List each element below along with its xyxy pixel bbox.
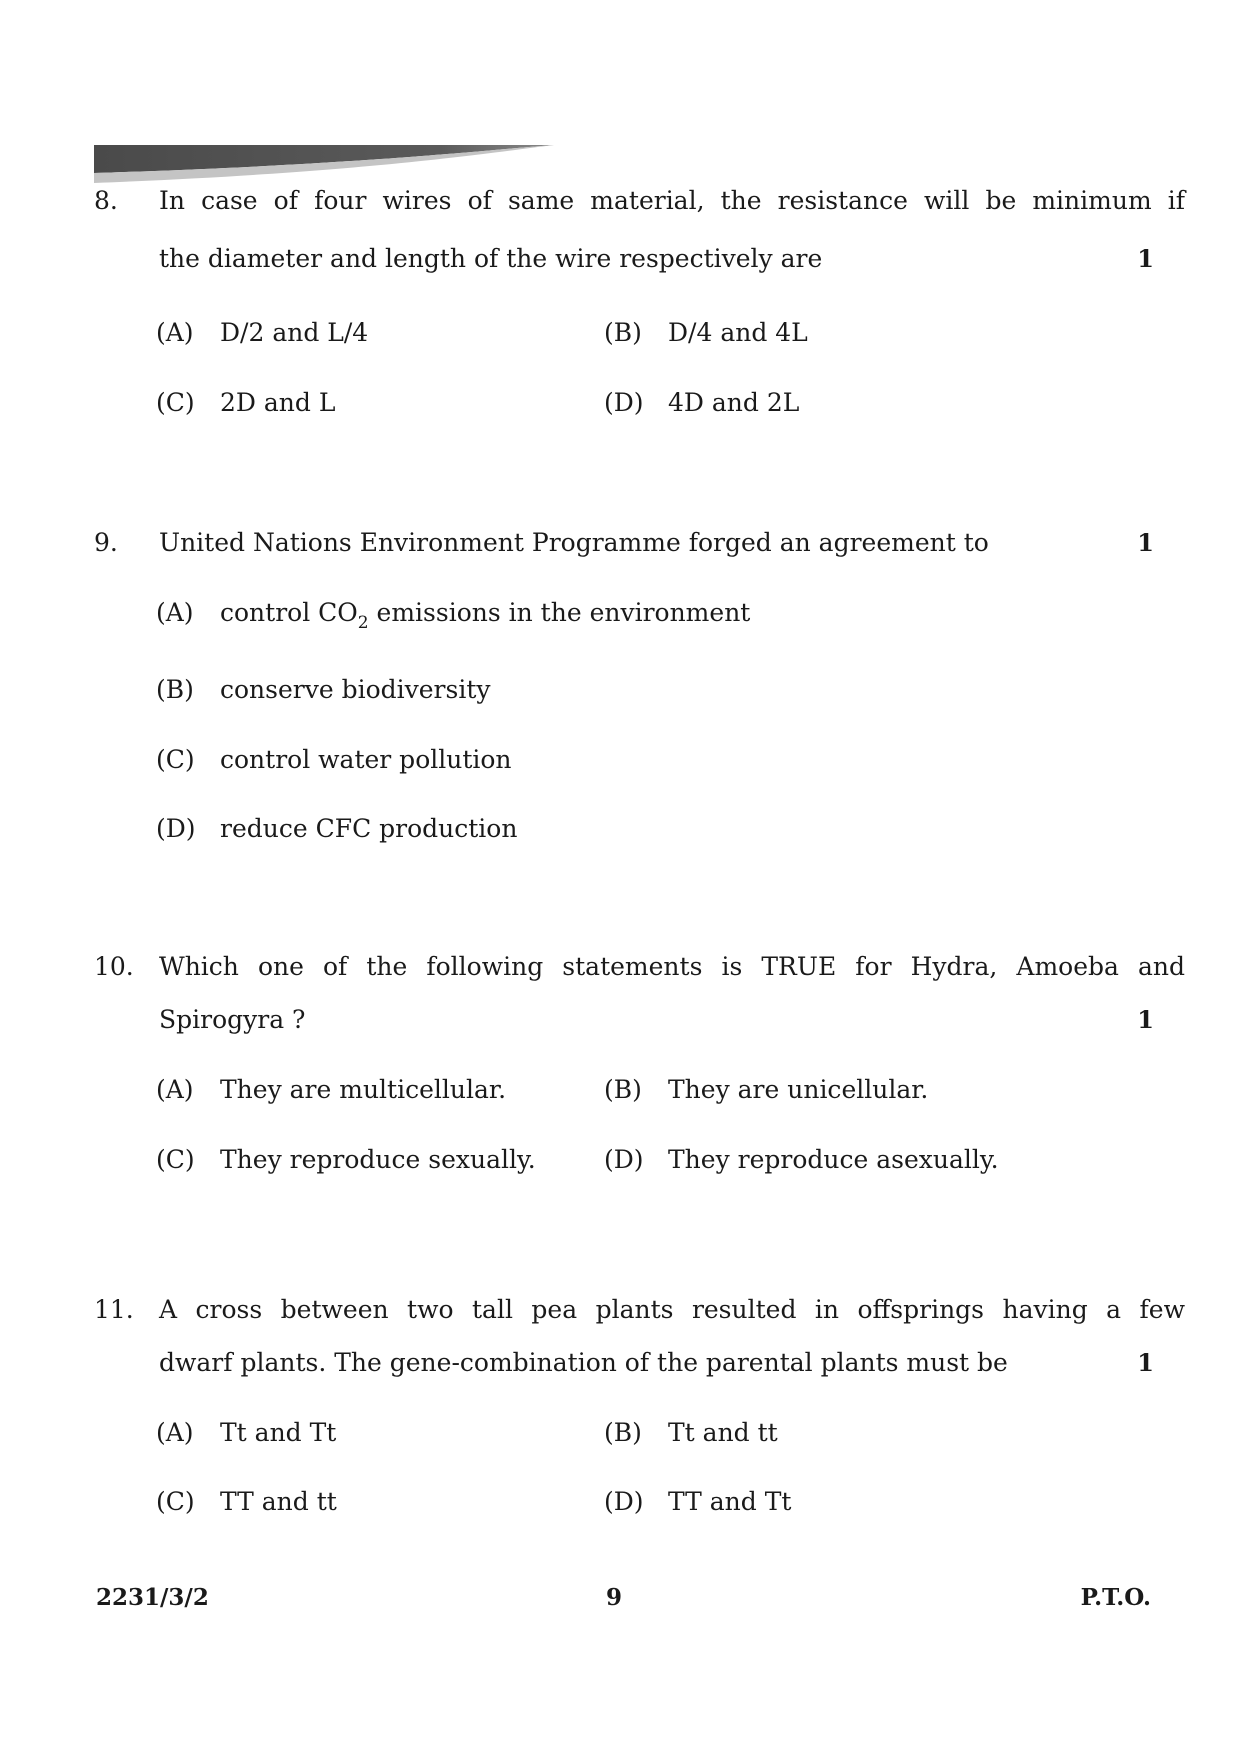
marks-value: 1 bbox=[1137, 1005, 1154, 1034]
question-number: 8. bbox=[94, 186, 118, 215]
paper-code: 2231/3/2 bbox=[96, 1584, 209, 1611]
option-label: (D) bbox=[604, 1487, 644, 1516]
option-text: emissions in the environment bbox=[368, 598, 751, 627]
question-text-line: A cross between two tall pea plants resulted in offsprings having a few bbox=[159, 1295, 1185, 1324]
option-text: They reproduce asexually. bbox=[668, 1145, 999, 1174]
option-label: (C) bbox=[156, 1145, 195, 1174]
option-label: (B) bbox=[604, 318, 642, 347]
option-b bbox=[604, 1420, 778, 1445]
marks-value: 1 bbox=[1137, 1348, 1154, 1377]
question-text-line: dwarf plants. The gene-combination of the parental plants must be bbox=[159, 1348, 1008, 1377]
option-label: (C) bbox=[156, 1487, 195, 1516]
option-text: TT and tt bbox=[220, 1487, 337, 1516]
option-label: (D) bbox=[604, 1145, 644, 1174]
option-label: (A) bbox=[156, 598, 194, 627]
option-d bbox=[604, 1489, 791, 1514]
option-text: control CO bbox=[220, 598, 358, 627]
pto-label: P.T.O. bbox=[1080, 1584, 1151, 1611]
question-text-line: the diameter and length of the wire respectively are bbox=[159, 244, 823, 273]
option-c bbox=[156, 1489, 337, 1514]
option-label: (A) bbox=[156, 318, 194, 347]
option-text: Tt and tt bbox=[668, 1418, 778, 1447]
option-c bbox=[156, 747, 512, 772]
question-text-line: United Nations Environment Programme forged an agreement to bbox=[159, 528, 989, 557]
option-label: (A) bbox=[156, 1418, 194, 1447]
option-text: D/2 and L/4 bbox=[220, 318, 369, 347]
option-label: (D) bbox=[604, 388, 644, 417]
option-label: (B) bbox=[156, 675, 194, 704]
option-d bbox=[604, 1147, 999, 1172]
option-text: Tt and Tt bbox=[220, 1418, 337, 1447]
option-c bbox=[156, 1147, 536, 1172]
option-c bbox=[156, 390, 335, 415]
option-label: (C) bbox=[156, 388, 195, 417]
option-label: (A) bbox=[156, 1075, 194, 1104]
option-d bbox=[604, 390, 799, 415]
option-text: They are unicellular. bbox=[668, 1075, 929, 1104]
option-a bbox=[156, 320, 368, 345]
marks-value: 1 bbox=[1137, 244, 1154, 273]
option-text: reduce CFC production bbox=[220, 814, 518, 843]
question-number: 10. bbox=[94, 952, 134, 981]
option-label: (B) bbox=[604, 1075, 642, 1104]
option-text: conserve biodiversity bbox=[220, 675, 491, 704]
marks-value: 1 bbox=[1137, 528, 1154, 557]
option-a bbox=[156, 1077, 506, 1102]
question-number: 11. bbox=[94, 1295, 134, 1324]
option-text: 4D and 2L bbox=[668, 388, 800, 417]
option-d bbox=[156, 816, 517, 841]
question-text-line: In case of four wires of same material, the resistance will be minimum if bbox=[159, 186, 1185, 215]
option-text: TT and Tt bbox=[668, 1487, 792, 1516]
option-label: (C) bbox=[156, 745, 195, 774]
option-text: D/4 and 4L bbox=[668, 318, 808, 347]
option-b bbox=[156, 677, 491, 702]
option-text: 2D and L bbox=[220, 388, 336, 417]
option-b bbox=[604, 1077, 928, 1102]
page-number: 9 bbox=[606, 1584, 623, 1611]
question-number: 9. bbox=[94, 528, 118, 557]
option-label: (D) bbox=[156, 814, 196, 843]
option-text-subscript: 2 bbox=[357, 613, 369, 633]
option-text: control water pollution bbox=[220, 745, 512, 774]
option-text: They are multicellular. bbox=[220, 1075, 507, 1104]
option-a bbox=[156, 598, 751, 633]
question-text-line: Spirogyra ? bbox=[159, 1005, 306, 1034]
option-b bbox=[604, 320, 808, 345]
option-a bbox=[156, 1420, 336, 1445]
header-decorative-band bbox=[94, 145, 554, 183]
option-label: (B) bbox=[604, 1418, 642, 1447]
question-text-line: Which one of the following statements is TRUE for Hydra, Amoeba and bbox=[159, 952, 1185, 981]
option-text: They reproduce sexually. bbox=[220, 1145, 536, 1174]
